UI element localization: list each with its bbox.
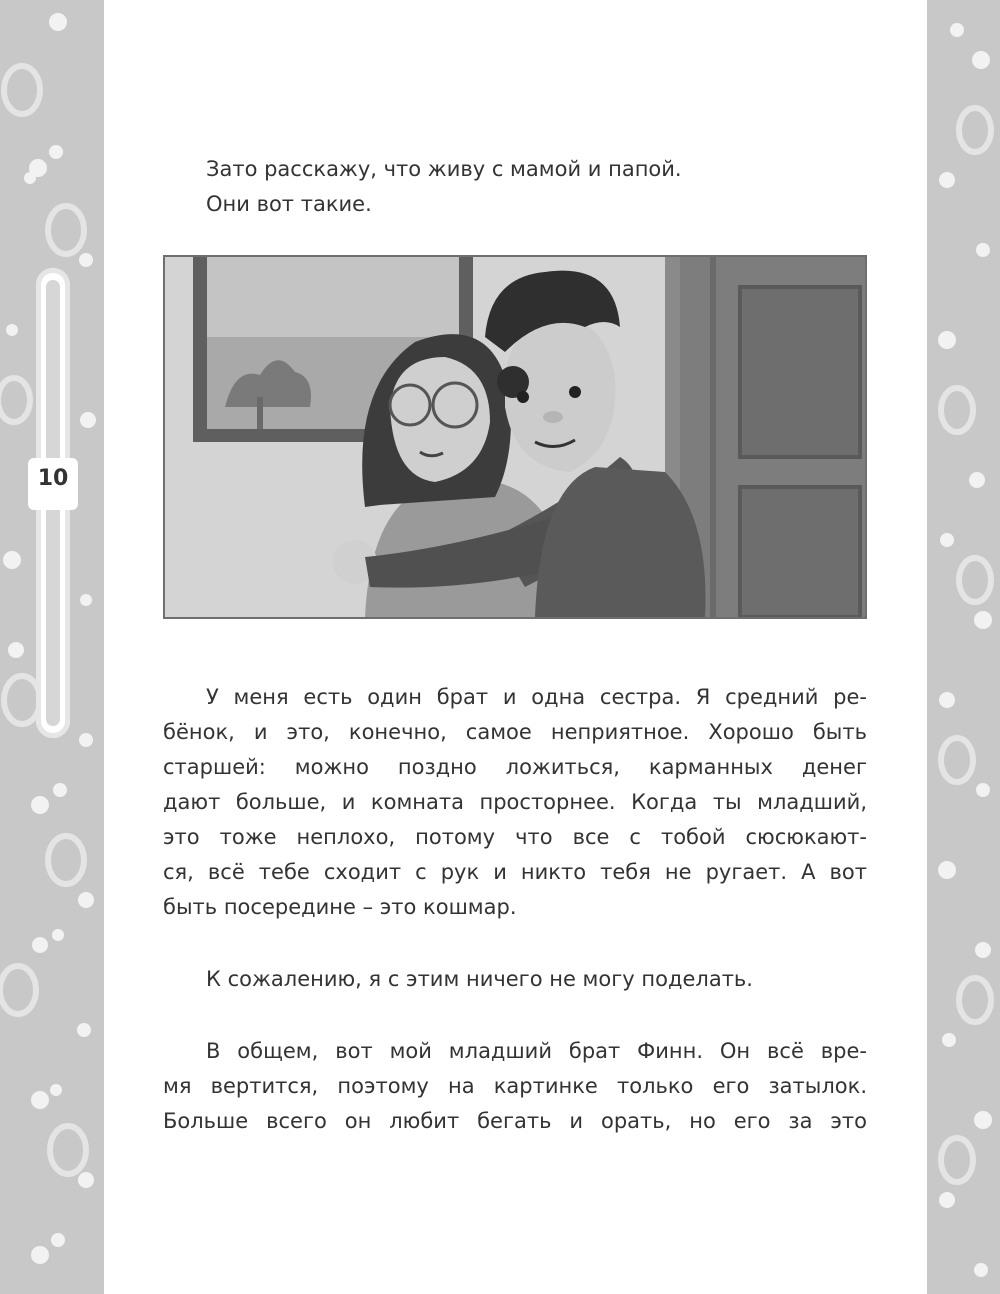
paragraph-intro xyxy=(163,152,867,222)
illustration-frame xyxy=(163,255,867,619)
text-line: Они вот такие. xyxy=(206,192,372,216)
text-line: старшей: можно поздно ложиться, карманных денег xyxy=(163,755,867,779)
text-line: В общем, вот мой младший брат Финн. Он всё вре- xyxy=(206,1039,867,1063)
text-line: бёнок, и это, конечно, самое неприятное. Хорошо быть xyxy=(163,720,867,744)
text-line: ся, всё тебе сходит с рук и никто тебя не ругает. А вот xyxy=(163,860,867,884)
page-number: 10 xyxy=(37,466,69,491)
text-line: это тоже неплохо, потому что все с тобой сюсюкают- xyxy=(163,825,867,849)
couple-hugging-illustration-icon xyxy=(165,257,865,617)
turtle-dot-pattern-icon xyxy=(927,0,1000,1294)
text-line: мя вертится, поэтому на картинке только его затылок. xyxy=(163,1074,867,1098)
paragraph-regret xyxy=(163,962,867,997)
right-margin-pattern xyxy=(927,0,1000,1294)
text-line: К сожалению, я с этим ничего не могу поделать. xyxy=(206,967,753,991)
text-line: Больше всего он любит бегать и орать, но его за это xyxy=(163,1109,867,1133)
paragraph-finn xyxy=(163,1034,867,1139)
text-line: быть посередине – это кошмар. xyxy=(163,895,517,919)
paragraph-siblings xyxy=(163,680,867,925)
text-line: дают больше, и комната просторнее. Когда ты младший, xyxy=(163,790,867,814)
text-line: У меня есть один брат и одна сестра. Я средний ре- xyxy=(206,685,867,709)
text-line: Зато расскажу, что живу с мамой и папой. xyxy=(206,157,682,181)
